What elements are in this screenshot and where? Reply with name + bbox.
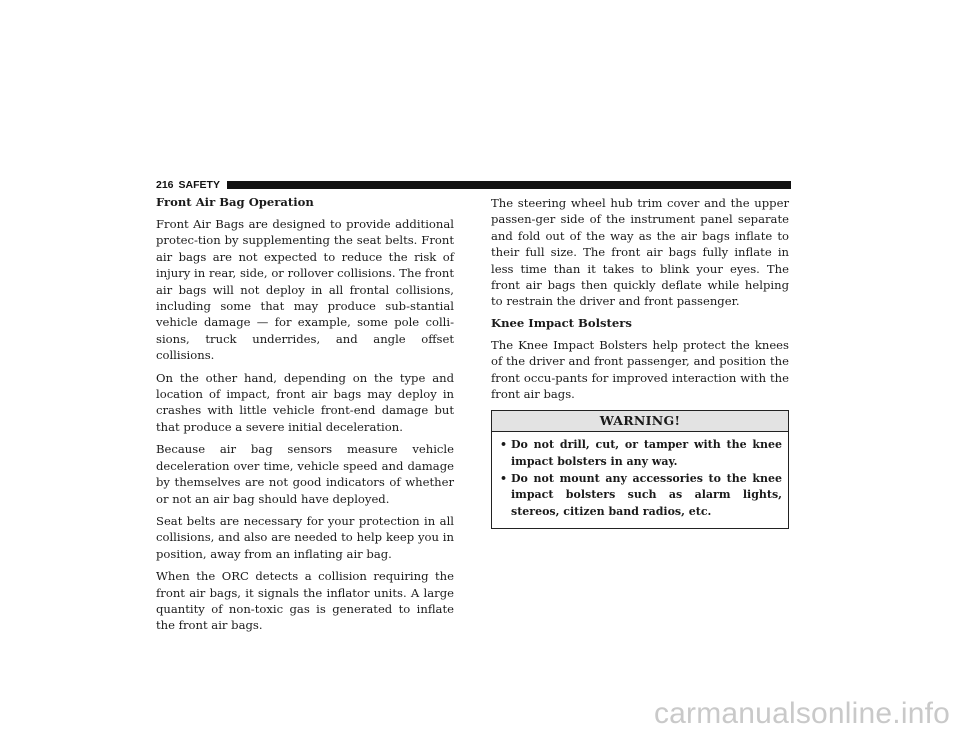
paragraph: Because air bag sensors measure vehicle deceleration over time, vehicle speed and damage by themselves are not good indicators of whether or not an air bag should have deployed. — [156, 442, 454, 506]
paragraph: When the ORC detects a collision requiring the front air bags, it signals the inflator units. A large quantity of non-toxic gas is generated to inflate the front air bags. — [156, 569, 454, 633]
paragraph: The steering wheel hub trim cover and the upper passen-ger side of the instrument panel separate and fold out of the way as the air bags inflate to their full size. The front air bags fully inflate in less time than it takes to blink your eyes. The front air bags then quickly deflate while helping to restrain the driver and front passenger. — [491, 196, 789, 309]
warning-title: WARNING! — [492, 411, 788, 432]
front-air-bag-heading: Front Air Bag Operation — [156, 195, 314, 209]
warning-item — [500, 471, 782, 521]
bullet-icon: • — [500, 471, 508, 485]
warning-box — [491, 410, 789, 529]
warning-item-text: Do not mount any accessories to the knee impact bolsters such as alarm lights, stereos, citizen band radios, etc. — [511, 471, 782, 518]
warning-item-text: Do not drill, cut, or tamper with the knee impact bolsters in any way. — [511, 438, 782, 469]
knee-bolsters-heading: Knee Impact Bolsters — [491, 315, 632, 330]
paragraph: Front Air Bags are designed to provide additional protec-tion by supplementing the seat belts. Front air bags are not expected to reduce the risk of injury in rear, side, or rollover collisions. The front air bags will not deploy in all frontal collisions, including some that may produce sub-stantial vehicle damage — for example, some pole colli-sions, truck underrides, and angle offset collisions. — [156, 217, 454, 363]
watermark: carmanualsonline.info — [653, 697, 950, 730]
page-number: 216 — [156, 179, 174, 191]
paragraph: The Knee Impact Bolsters help protect the knees of the driver and front passenger, and position the front occu-pants for improved interaction with the front air bags. — [491, 337, 789, 402]
paragraph: On the other hand, depending on the type and location of impact, front air bags may deploy in crashes with little vehicle front-end damage but that produce a severe initial deceleration. — [156, 370, 454, 434]
header-rule — [227, 181, 791, 189]
warning-item — [500, 437, 782, 470]
right-column — [491, 195, 789, 529]
warning-list — [492, 437, 788, 520]
left-column — [156, 195, 454, 640]
section-title: SAFETY — [178, 179, 220, 191]
bullet-icon: • — [500, 438, 508, 452]
paragraph: Seat belts are necessary for your protection in all collisions, and also are needed to help keep you in position, away from an inflating air bag. — [156, 513, 454, 561]
page-header — [156, 178, 791, 192]
